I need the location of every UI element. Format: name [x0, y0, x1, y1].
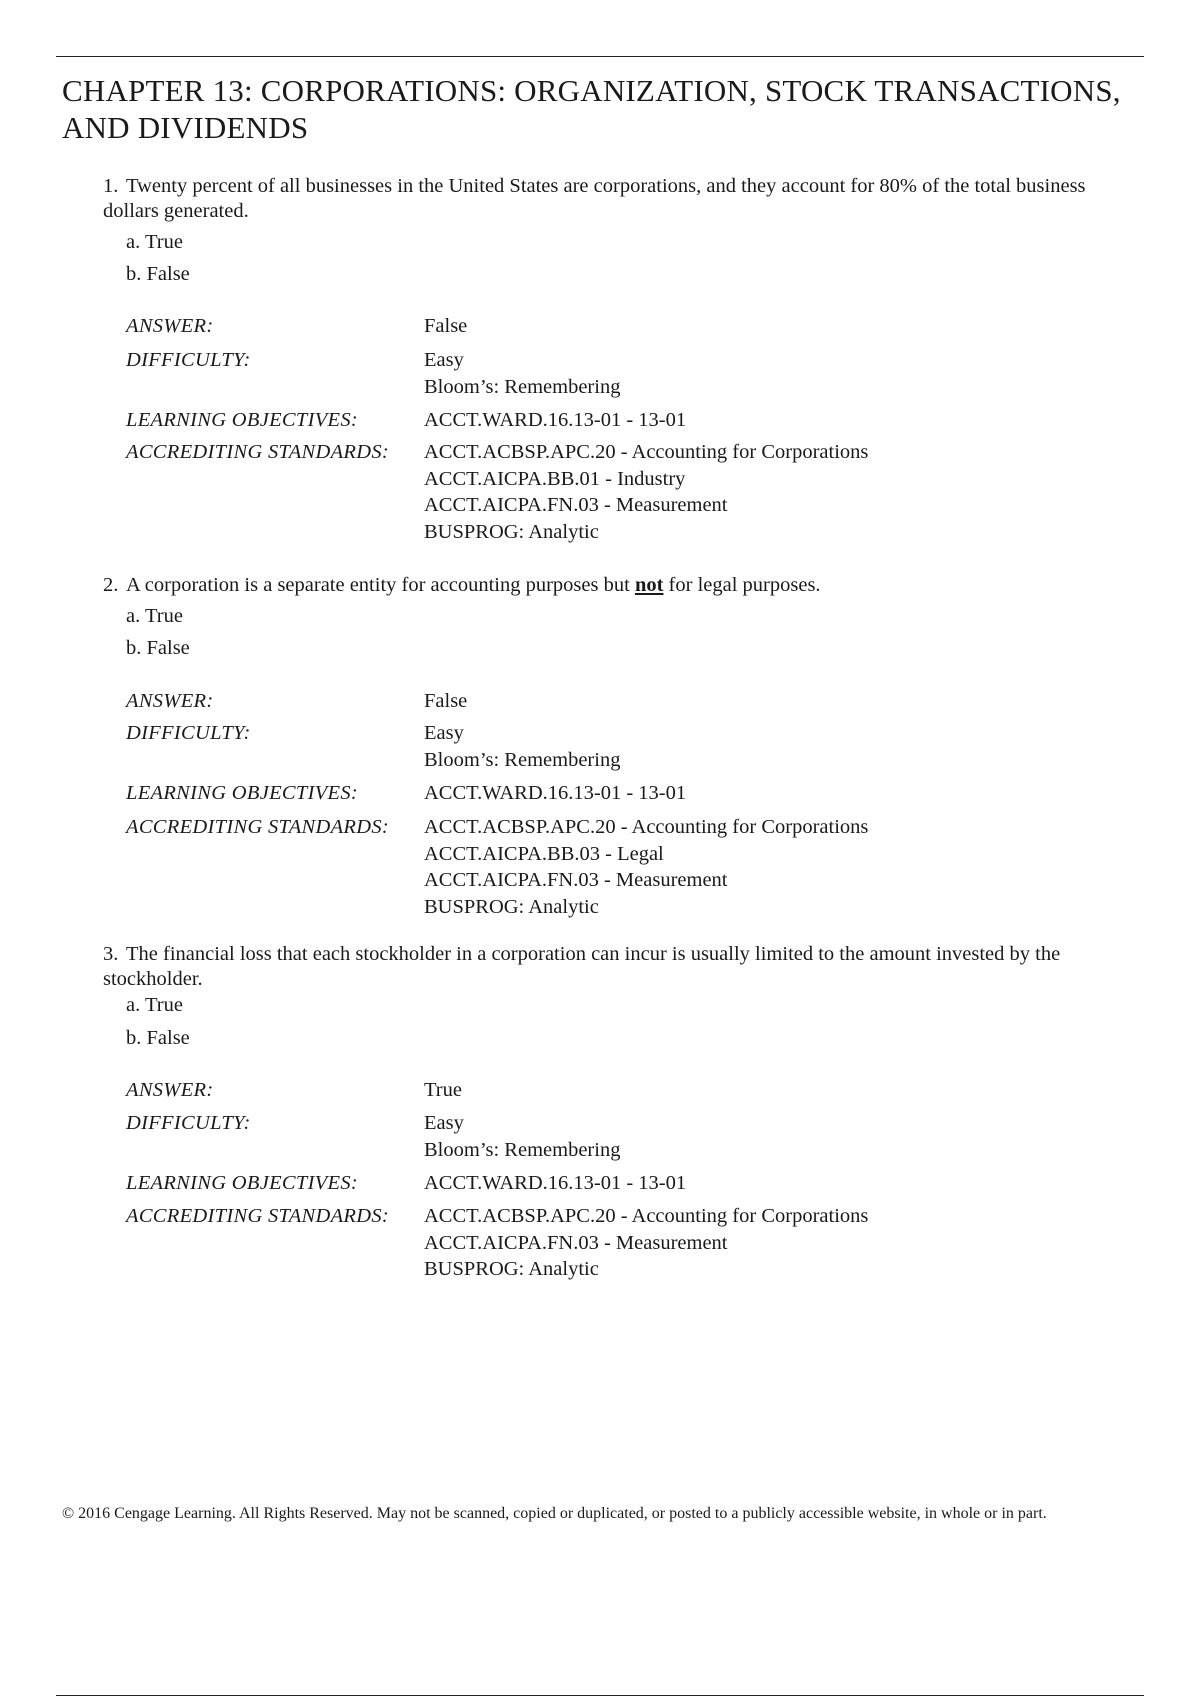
standard: ACCT.AICPA.FN.03 - Measurement: [424, 1231, 728, 1254]
difficulty-bloom: Bloom’s: Remembering: [424, 375, 621, 398]
answer-text: False: [424, 690, 468, 712]
learning-objectives-value: [424, 1170, 686, 1197]
standard: BUSPROG: Analytic: [424, 895, 599, 918]
learning-objectives-label: LEARNING OBJECTIVES:: [126, 409, 359, 431]
question-stem: [103, 942, 1093, 992]
standard: ACCT.ACBSP.APC.20 - Accounting for Corporations: [424, 441, 869, 463]
accrediting-standards-value: [424, 814, 868, 920]
option-false: b. False: [126, 637, 190, 659]
difficulty-value: [424, 347, 620, 400]
difficulty-level: Easy: [424, 349, 464, 371]
question-text-part: for legal purposes.: [663, 574, 821, 596]
question-text: Twenty percent of all businesses in the United States are corporations, and they account for 80% of the total business dollars generated.: [103, 175, 1086, 222]
answer-value: [424, 313, 467, 340]
accrediting-standards-value: [424, 439, 868, 545]
question-text: [126, 574, 821, 596]
standard: BUSPROG: Analytic: [424, 1258, 599, 1280]
difficulty-bloom: Bloom’s: Remembering: [424, 1138, 621, 1161]
question-stem: [103, 573, 1093, 598]
question-text-part: A corporation is a separate entity for accounting purposes but: [126, 574, 635, 596]
standard: ACCT.AICPA.FN.03 - Measurement: [424, 869, 728, 891]
learning-objective: ACCT.WARD.16.13-01 - 13-01: [424, 409, 687, 431]
question-number: 2.: [103, 574, 119, 596]
standard: ACCT.ACBSP.APC.20 - Accounting for Corporations: [424, 1205, 869, 1227]
copyright-footer: © 2016 Cengage Learning. All Rights Reserved. May not be scanned, copied or duplicated, or posted to a publicly accessible website, in whole or in part.: [62, 1505, 1047, 1522]
option-true: a. True: [126, 994, 183, 1016]
question-number: 3.: [103, 943, 119, 965]
learning-objective: ACCT.WARD.16.13-01 - 13-01: [424, 1172, 687, 1194]
difficulty-label: DIFFICULTY:: [126, 722, 251, 744]
answer-value: [424, 688, 467, 715]
standard: ACCT.AICPA.FN.03 - Measurement: [424, 494, 728, 516]
difficulty-value: [424, 720, 620, 773]
chapter-title: CHAPTER 13: CORPORATIONS: ORGANIZATION, STOCK TRANSACTIONS, AND DIVIDENDS: [62, 73, 1121, 145]
answer-label: ANSWER:: [126, 1079, 214, 1101]
question-number: 1.: [103, 175, 119, 197]
learning-objectives-value: [424, 407, 686, 434]
bottom-rule: [56, 1695, 1144, 1696]
standard: ACCT.AICPA.BB.03 - Legal: [424, 842, 664, 865]
option-true: a. True: [126, 231, 183, 253]
accrediting-standards-label: ACCREDITING STANDARDS:: [126, 441, 390, 463]
difficulty-level: Easy: [424, 722, 464, 744]
standard: ACCT.ACBSP.APC.20 - Accounting for Corporations: [424, 816, 869, 838]
emphasis-not: not: [634, 574, 664, 596]
standard: BUSPROG: Analytic: [424, 520, 599, 543]
answer-label: ANSWER:: [126, 690, 214, 712]
difficulty-value: [424, 1110, 620, 1163]
difficulty-bloom: Bloom’s: Remembering: [424, 748, 621, 771]
accrediting-standards-label: ACCREDITING STANDARDS:: [126, 1205, 390, 1227]
answer-text: True: [424, 1079, 462, 1101]
standard: ACCT.AICPA.BB.01 - Industry: [424, 467, 686, 490]
learning-objective: ACCT.WARD.16.13-01 - 13-01: [424, 782, 687, 804]
answer-value: [424, 1077, 462, 1104]
difficulty-label: DIFFICULTY:: [126, 349, 251, 371]
accrediting-standards-label: ACCREDITING STANDARDS:: [126, 816, 390, 838]
option-false: b. False: [126, 263, 190, 285]
difficulty-level: Easy: [424, 1112, 464, 1134]
question-text: The financial loss that each stockholder in a corporation can incur is usually limited to the amount invested by the stockholder.: [103, 943, 1061, 990]
option-true: a. True: [126, 605, 183, 627]
accrediting-standards-value: [424, 1203, 868, 1283]
learning-objectives-label: LEARNING OBJECTIVES:: [126, 782, 359, 804]
top-rule: [56, 56, 1144, 57]
option-false: b. False: [126, 1027, 190, 1049]
learning-objectives-label: LEARNING OBJECTIVES:: [126, 1172, 359, 1194]
answer-label: ANSWER:: [126, 315, 214, 337]
learning-objectives-value: [424, 780, 686, 807]
answer-text: False: [424, 315, 468, 337]
difficulty-label: DIFFICULTY:: [126, 1112, 251, 1134]
question-stem: [103, 174, 1093, 224]
